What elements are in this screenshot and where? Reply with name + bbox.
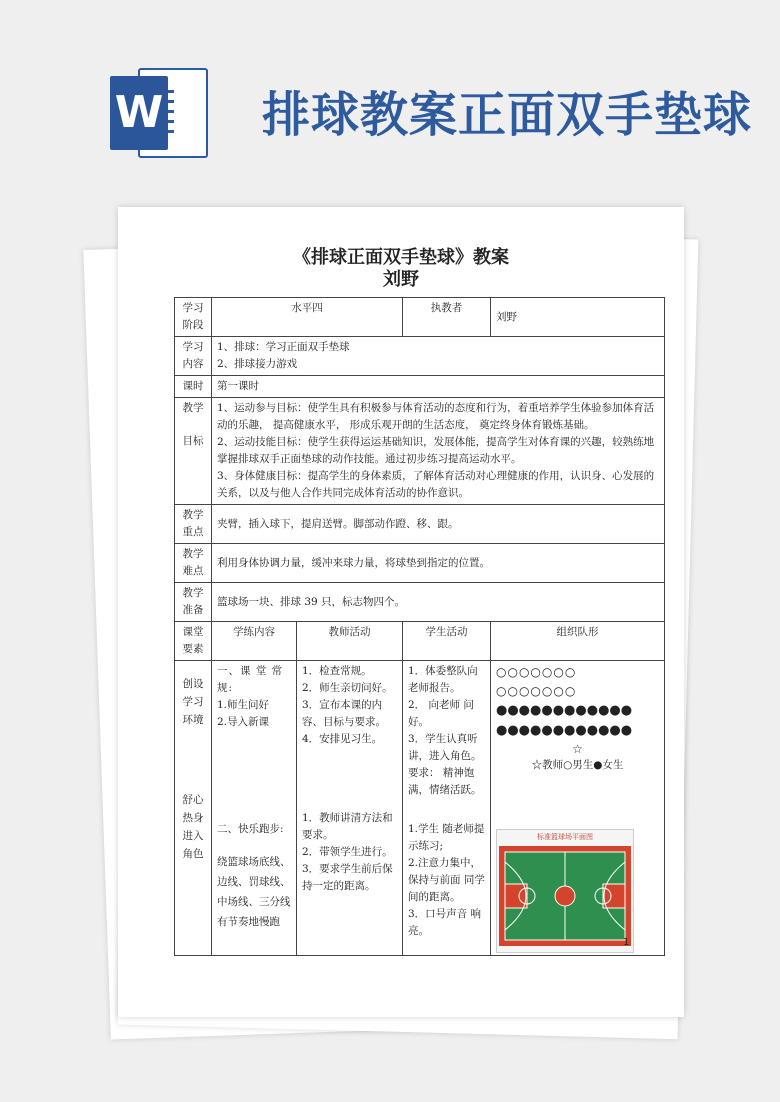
word-icon: W (110, 68, 210, 158)
prep-value: 篮球场一块、排球 39 只，标志物四个。 (212, 583, 665, 622)
key-label: 教学重点 (175, 505, 212, 544)
formation-boys-row-2: ○○○○○○○ (496, 684, 577, 698)
teacher-star-icon: ☆ (572, 742, 583, 756)
teacher-value: 刘野 (491, 298, 665, 337)
row-lesson (175, 376, 665, 398)
goals-label: 教学 目标 (175, 398, 212, 505)
prep-label: 教学准备 (175, 583, 212, 622)
p2-content-title: 二、快乐跑步: (217, 823, 284, 835)
lesson-plan-table (174, 297, 665, 956)
content-value: 1、排球：学习正面双手垫球 2、排球接力游戏 (212, 337, 665, 376)
row-stage (175, 298, 665, 337)
court-image (496, 829, 634, 953)
phase2-label: 舒心热身进入角色 (182, 794, 204, 860)
teacher-activity: 1．检查常规。 2．师生亲切问好。 3．宣布本课的内容、目标与要求。 4．安排见习生。 1．教师讲清方法和要求。 2．带领学生进行。 3．要求学生前后保持一定的距离。 (297, 661, 403, 956)
content-label: 学习内容 (175, 337, 212, 376)
key-value: 夹臂，插入球下，提肩送臂。脚部动作蹬、移、跟。 (212, 505, 665, 544)
formation-cell (491, 661, 665, 956)
practice-content: 一、课 堂 常 规: 1.师生问好 2.导入新课 二、快乐跑步: 绕篮球场底线、边线、罚球线、中场线、三分线有节奏地慢跑 (212, 661, 297, 956)
p1-content-title: 一、课 堂 常 规: (217, 665, 284, 694)
row-phases (175, 661, 665, 956)
row-goals (175, 398, 665, 505)
difficulty-label: 教学难点 (175, 544, 212, 583)
difficulty-value: 利用身体协调力量，缓冲来球力量，将球垫到指定的位置。 (212, 544, 665, 583)
page-number: 1 (623, 937, 630, 948)
stage-value: 水平四 (212, 298, 403, 337)
phase1-label: 创设学习环境 (182, 678, 204, 726)
goals-value: 1、运动参与目标：使学生具有积极参与体育活动的态度和行为，着重培养学生体验参加体育活动的乐趣， 提高健康水平， 形成乐观开朗的生活态度， 奠定终身体育锻炼基础。 2、运动技能目标：使学生获得运运基础知识，发展体能，提高学生对体育课的兴趣，较熟练地掌握排球双手正面垫球的动作技能。通过初步练习提高运动水平。 3、身体健康目标：提高学生的身体素质，了解体育活动对心理健康的作用，认识身、心发展的关系，以及与他人合作共同完成体育活动的协作意识。 (212, 398, 665, 505)
court-caption: 标准篮球场平面图 (537, 833, 593, 841)
header-student: 学生活动 (403, 622, 491, 661)
row-headers (175, 622, 665, 661)
phase-labels (175, 661, 212, 956)
document-page (118, 207, 684, 1017)
lesson-value: 第一课时 (212, 376, 665, 398)
formation-boys-row-1: ○○○○○○○ (496, 665, 577, 679)
header-content: 学练内容 (212, 622, 297, 661)
teacher-label: 执教者 (403, 298, 491, 337)
row-prep (175, 583, 665, 622)
lesson-label: 课时 (175, 376, 212, 398)
elements-label: 课堂要素 (175, 622, 212, 661)
banner (0, 0, 780, 190)
p2-content-desc: 绕篮球场底线、边线、罚球线、中场线、三分线有节奏地慢跑 (217, 856, 291, 928)
header-teacher: 教师活动 (297, 622, 403, 661)
formation-girls-row-1: ●●●●●●●●●●●● (496, 703, 633, 718)
banner-title: 排球教案正面双手垫球 (262, 87, 753, 143)
document-title: 《排球正面双手垫球》教案 (293, 247, 509, 268)
student-activity: 1．体委整队向老师报告。 2． 向老师 问好。 3．学生认真听讲，进入角色。 要求： 精神饱满，情绪活跃。 1.学生 随老师提示练习; 2.注意力集中，保持与前面 同学间的距离。 3．口号声音 响亮。 (403, 661, 491, 956)
stage-label: 学习阶段 (175, 298, 212, 337)
header-formation: 组织队形 (491, 622, 665, 661)
row-difficulty (175, 544, 665, 583)
document-author: 刘野 (383, 269, 419, 290)
formation-girls-row-2: ●●●●●●●●●●●● (496, 723, 633, 738)
row-content (175, 337, 665, 376)
row-key (175, 505, 665, 544)
basketball-court-diagram (497, 844, 633, 950)
formation-legend: ☆教师○男生●女生 (531, 759, 624, 771)
formation-diagram (496, 663, 659, 774)
